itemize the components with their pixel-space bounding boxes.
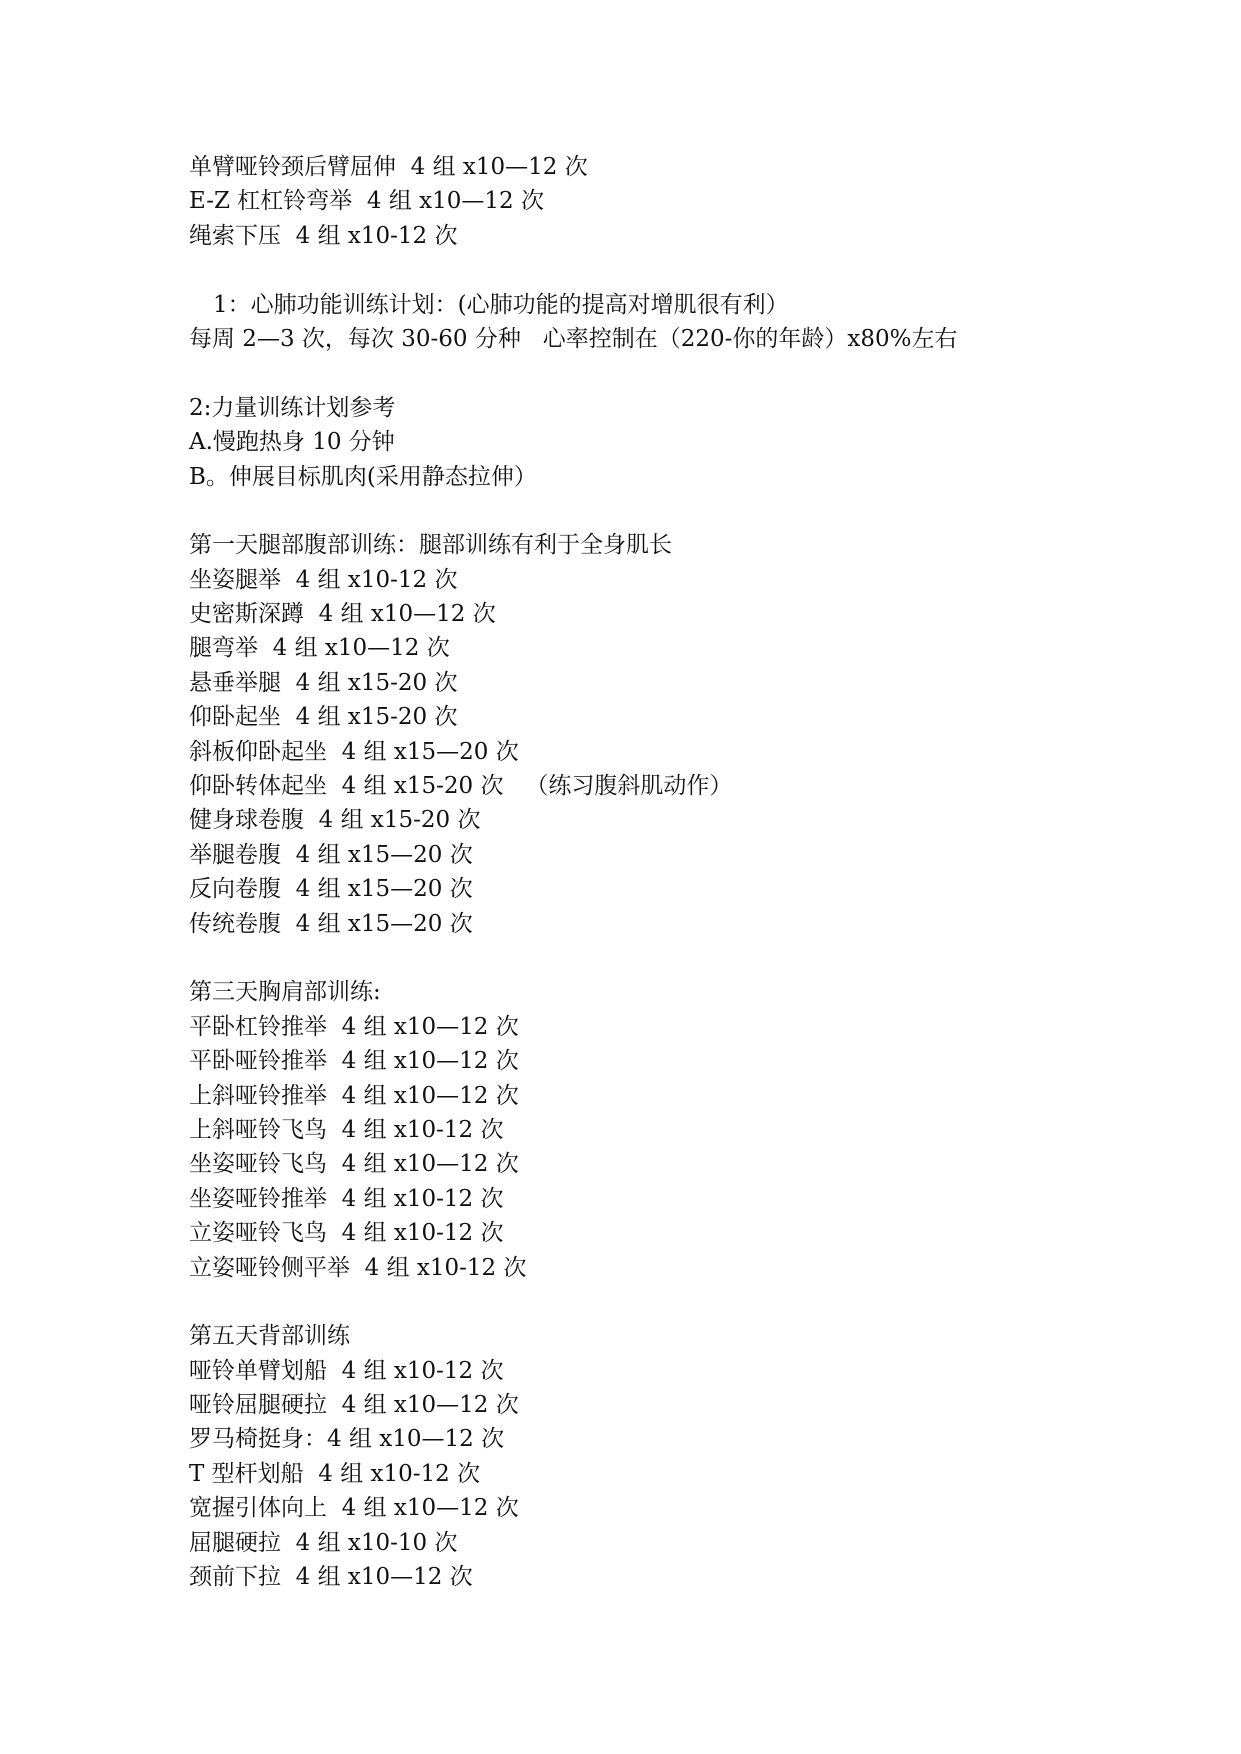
exercise-line: 坐姿哑铃推举 4 组 x10-12 次 (189, 1185, 504, 1212)
cardio-detail: 每周 2—3 次，每次 30-60 分种 心率控制在（220-你的年龄）x80%左右 (189, 325, 958, 352)
paragraph-gap (189, 253, 1189, 287)
exercise-line: 传统卷腹 4 组 x15—20 次 (189, 910, 473, 937)
exercise-line: 平卧哑铃推举 4 组 x10—12 次 (189, 1048, 519, 1075)
exercise-line: 平卧杠铃推举 4 组 x10—12 次 (189, 1013, 519, 1040)
exercise-line: 上斜哑铃飞鸟 4 组 x10-12 次 (189, 1116, 504, 1143)
day5-heading: 第五天背部训练 (189, 1323, 350, 1350)
exercise-line: 立姿哑铃侧平举 4 组 x10-12 次 (189, 1254, 527, 1281)
day1-heading: 第一天腿部腹部训练：腿部训练有利于全身肌长 (189, 532, 672, 559)
day3-section (189, 975, 1189, 1285)
exercise-line: 哑铃屈腿硬拉 4 组 x10—12 次 (189, 1392, 519, 1419)
exercise-line: 坐姿腿举 4 组 x10-12 次 (189, 566, 458, 593)
paragraph-gap (189, 1285, 1189, 1319)
exercise-line: 坐姿哑铃飞鸟 4 组 x10—12 次 (189, 1151, 519, 1178)
exercise-line: 史密斯深蹲 4 组 x10—12 次 (189, 601, 496, 628)
step-a: A.慢跑热身 10 分钟 (189, 429, 395, 456)
day5-section (189, 1319, 1189, 1594)
day1-section (189, 528, 1189, 941)
strength-section (189, 391, 1189, 494)
cardio-heading: 1：心肺功能训练计划：(心肺功能的提高对增肌很有利） (213, 291, 789, 318)
exercise-line: 反向卷腹 4 组 x15—20 次 (189, 876, 473, 903)
paragraph-gap (189, 494, 1189, 528)
paragraph-gap (189, 356, 1189, 390)
cardio-section (189, 288, 1189, 357)
exercise-line: E-Z 杠杠铃弯举 4 组 x10—12 次 (189, 188, 544, 215)
exercise-line: 健身球卷腹 4 组 x15-20 次 (189, 807, 481, 834)
exercise-line: 仰卧起坐 4 组 x15-20 次 (189, 704, 458, 731)
intro-section (189, 150, 1189, 253)
exercise-line: 颈前下拉 4 组 x10—12 次 (189, 1564, 473, 1591)
step-b: B。伸展目标肌肉(采用静态拉伸） (189, 463, 537, 490)
exercise-line: 屈腿硬拉 4 组 x10-10 次 (189, 1529, 458, 1556)
exercise-line: 绳索下压 4 组 x10-12 次 (189, 222, 458, 249)
exercise-line: 罗马椅挺身：4 组 x10—12 次 (189, 1426, 505, 1453)
day3-heading: 第三天胸肩部训练: (189, 979, 381, 1006)
paragraph-gap (189, 941, 1189, 975)
exercise-line: 上斜哑铃推举 4 组 x10—12 次 (189, 1082, 519, 1109)
exercise-line: 举腿卷腹 4 组 x15—20 次 (189, 841, 473, 868)
exercise-line: T 型杆划船 4 组 x10-12 次 (189, 1460, 481, 1487)
exercise-line: 宽握引体向上 4 组 x10—12 次 (189, 1495, 519, 1522)
exercise-line: 单臂哑铃颈后臂屈伸 4 组 x10—12 次 (189, 154, 588, 180)
document-page (189, 150, 1189, 1594)
exercise-line: 斜板仰卧起坐 4 组 x15—20 次 (189, 738, 519, 765)
strength-heading: 2:力量训练计划参考 (189, 394, 396, 421)
exercise-line: 仰卧转体起坐 4 组 x15-20 次 （练习腹斜肌动作） (189, 773, 733, 800)
exercise-line: 悬垂举腿 4 组 x15-20 次 (189, 669, 458, 696)
exercise-line: 腿弯举 4 组 x10—12 次 (189, 635, 450, 662)
exercise-line: 立姿哑铃飞鸟 4 组 x10-12 次 (189, 1220, 504, 1247)
exercise-line: 哑铃单臂划船 4 组 x10-12 次 (189, 1357, 504, 1384)
